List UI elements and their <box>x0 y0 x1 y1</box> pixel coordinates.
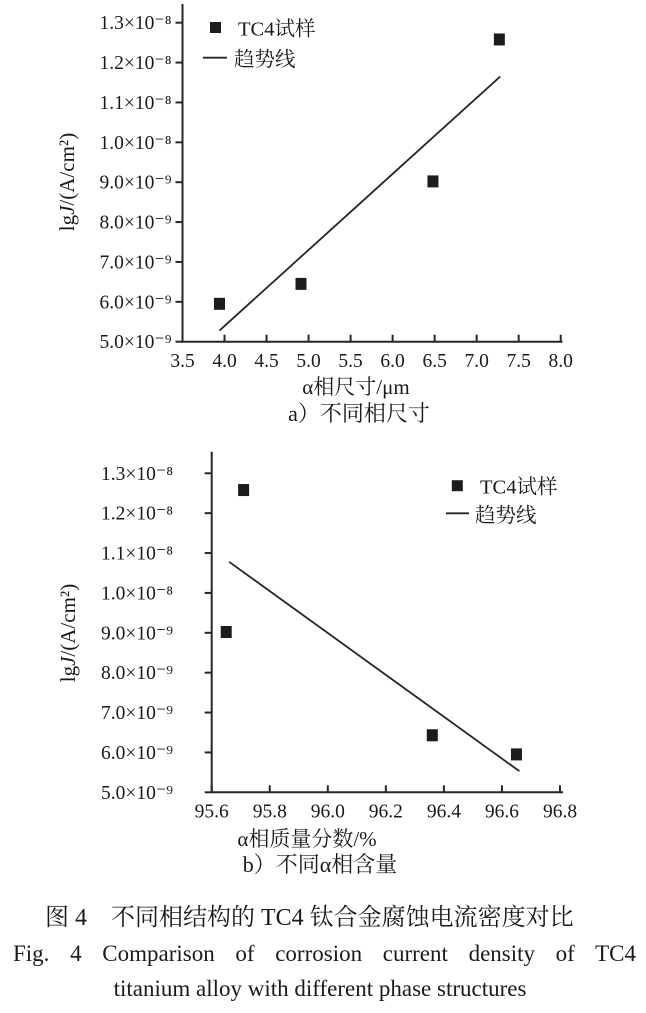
data-point <box>427 729 438 741</box>
legend-label-samples: TC4试样 <box>480 476 558 499</box>
x-tick-label: 95.6 <box>194 801 229 823</box>
legend-label-trendline: 趋势线 <box>234 49 296 71</box>
caption-english-line2: titanium alloy with different phase structures <box>113 976 527 1001</box>
x-tick-label: 96.0 <box>310 801 345 823</box>
legend-square-marker <box>210 22 221 33</box>
x-tick-label: 95.8 <box>252 801 287 823</box>
y-tick-label: 7.0×10⁻⁹ <box>101 703 173 725</box>
y-tick-label: 5.0×10⁻⁹ <box>99 332 172 354</box>
y-tick-label: 6.0×10⁻⁹ <box>99 292 172 314</box>
x-axis-label: α相质量分数/% <box>237 827 377 851</box>
y-tick-label: 7.0×10⁻⁹ <box>99 252 172 274</box>
y-tick-label: 8.0×10⁻⁹ <box>101 663 173 685</box>
y-axis-label: lgJ/(A/cm²) <box>55 132 79 232</box>
caption-english-line1: Fig. 4 Comparison of corrosion current density of TC4 <box>13 941 636 966</box>
x-tick-label: 3.5 <box>170 351 195 372</box>
data-point <box>427 175 438 187</box>
legend-label-samples: TC4试样 <box>238 18 316 41</box>
x-tick-label: 6.0 <box>380 351 405 372</box>
y-tick-label: 1.2×10⁻⁸ <box>101 503 173 525</box>
x-tick-label: 7.5 <box>506 351 531 372</box>
chart-subtitle: b）不同α相含量 <box>242 852 398 877</box>
x-tick-label: 4.0 <box>212 351 237 372</box>
data-point <box>214 298 225 310</box>
trend-line <box>219 77 500 331</box>
y-tick-label: 5.0×10⁻⁹ <box>101 782 173 804</box>
x-tick-label: 8.0 <box>548 351 573 372</box>
data-point <box>238 484 249 496</box>
x-tick-label: 96.8 <box>542 801 578 823</box>
x-tick-label: 6.5 <box>422 351 447 372</box>
x-tick-label: 96.4 <box>426 801 461 823</box>
x-tick-label: 5.0 <box>296 351 321 372</box>
caption-chinese: 图 4 不同相结构的 TC4 钛合金腐蚀电流密度对比 <box>45 905 574 931</box>
y-tick-label: 1.2×10⁻⁸ <box>99 53 172 75</box>
y-tick-label: 1.1×10⁻⁸ <box>101 543 173 565</box>
x-tick-label: 4.5 <box>254 351 279 372</box>
data-point <box>296 278 307 290</box>
data-point <box>221 626 232 638</box>
y-axis-label: lgJ/(A/cm²) <box>56 583 80 683</box>
x-tick-label: 96.2 <box>368 801 403 823</box>
chart-phase-size <box>0 0 646 430</box>
legend-square-marker <box>452 480 463 491</box>
chart-phase-content <box>0 430 646 878</box>
y-tick-label: 9.0×10⁻⁹ <box>99 172 172 194</box>
data-point <box>511 748 522 760</box>
y-tick-label: 1.0×10⁻⁸ <box>99 132 172 154</box>
data-point <box>494 33 505 45</box>
x-axis-label: α相尺寸/μm <box>302 375 410 399</box>
legend-label-trendline: 趋势线 <box>475 505 537 527</box>
chart-subtitle: a）不同相尺寸 <box>288 401 430 426</box>
x-tick-label: 96.6 <box>484 801 520 823</box>
y-tick-label: 8.0×10⁻⁹ <box>99 212 172 234</box>
y-tick-label: 1.3×10⁻⁸ <box>99 13 172 35</box>
y-tick-label: 1.1×10⁻⁸ <box>99 92 172 114</box>
y-tick-label: 6.0×10⁻⁹ <box>101 742 173 764</box>
x-tick-label: 7.0 <box>464 351 489 372</box>
axes <box>212 452 563 793</box>
y-tick-label: 1.3×10⁻⁸ <box>101 463 173 485</box>
y-tick-label: 1.0×10⁻⁸ <box>101 583 173 605</box>
trend-line <box>229 562 519 771</box>
x-tick-label: 5.5 <box>338 351 363 372</box>
y-tick-label: 9.0×10⁻⁹ <box>101 623 173 645</box>
